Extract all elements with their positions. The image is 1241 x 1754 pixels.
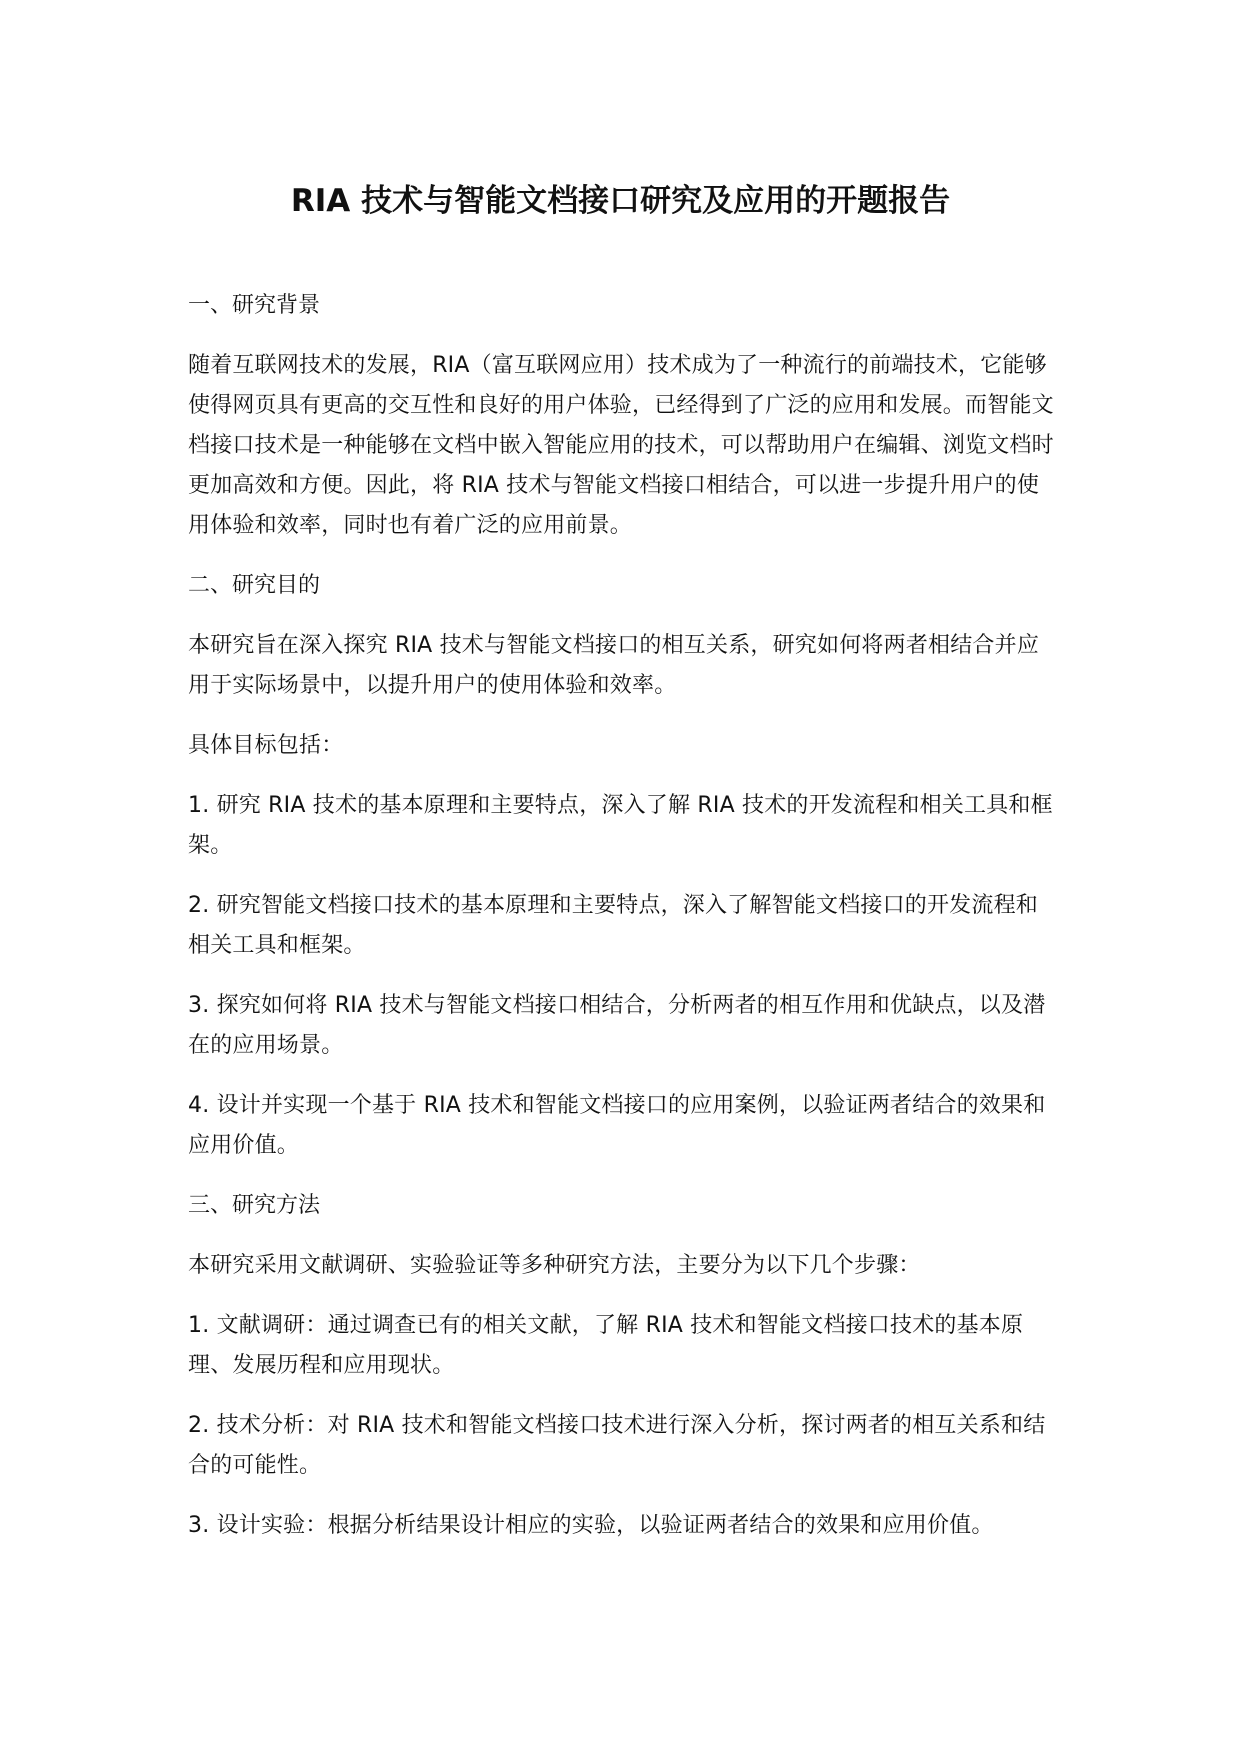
paragraph-background: 随着互联网技术的发展，RIA（富互联网应用）技术成为了一种流行的前端技术，它能够使得网页具有更高的交互性和良好的用户体验，已经得到了广泛的应用和发展。而智能文档接口技术是一种能够在文档中嵌入智能应用的技术，可以帮助用户在编辑、浏览文档时更加高效和方便。因此，将 RIA 技术与智能文档接口相结合，可以进一步提升用户的使用体验和效率，同时也有着广泛的应用前景。 [188,353,1054,538]
list-item-goal-2: 2. 研究智能文档接口技术的基本原理和主要特点，深入了解智能文档接口的开发流程和相关工具和框架。 [188,893,1038,958]
list-item-goal-3: 3. 探究如何将 RIA 技术与智能文档接口相结合，分析两者的相互作用和优缺点，以及潜在的应用场景。 [188,993,1046,1058]
list-item-goal-1: 1. 研究 RIA 技术的基本原理和主要特点，深入了解 RIA 技术的开发流程和相关工具和框架。 [188,793,1053,858]
paragraph-method-intro: 本研究采用文献调研、实验验证等多种研究方法，主要分为以下几个步骤： [188,1253,921,1278]
list-item-method-2: 2. 技术分析：对 RIA 技术和智能文档接口技术进行深入分析，探讨两者的相互关系和结合的可能性。 [188,1413,1046,1478]
section-heading-background: 一、研究背景 [188,293,321,318]
section-heading-purpose: 二、研究目的 [188,573,321,598]
document-title: RIA 技术与智能文档接口研究及应用的开题报告 [290,183,951,219]
paragraph-purpose-intro: 本研究旨在深入探究 RIA 技术与智能文档接口的相互关系，研究如何将两者相结合并应用于实际场景中，以提升用户的使用体验和效率。 [188,633,1040,698]
document-body [188,286,1058,1566]
list-item-goal-4: 4. 设计并实现一个基于 RIA 技术和智能文档接口的应用案例，以验证两者结合的效果和应用价值。 [188,1093,1046,1158]
list-item-method-1: 1. 文献调研：通过调查已有的相关文献，了解 RIA 技术和智能文档接口技术的基本原理、发展历程和应用现状。 [188,1313,1024,1378]
list-item-method-3: 3. 设计实验：根据分析结果设计相应的实验，以验证两者结合的效果和应用价值。 [188,1513,994,1538]
section-heading-method: 三、研究方法 [188,1193,321,1218]
paragraph-goals-intro: 具体目标包括： [188,733,344,758]
